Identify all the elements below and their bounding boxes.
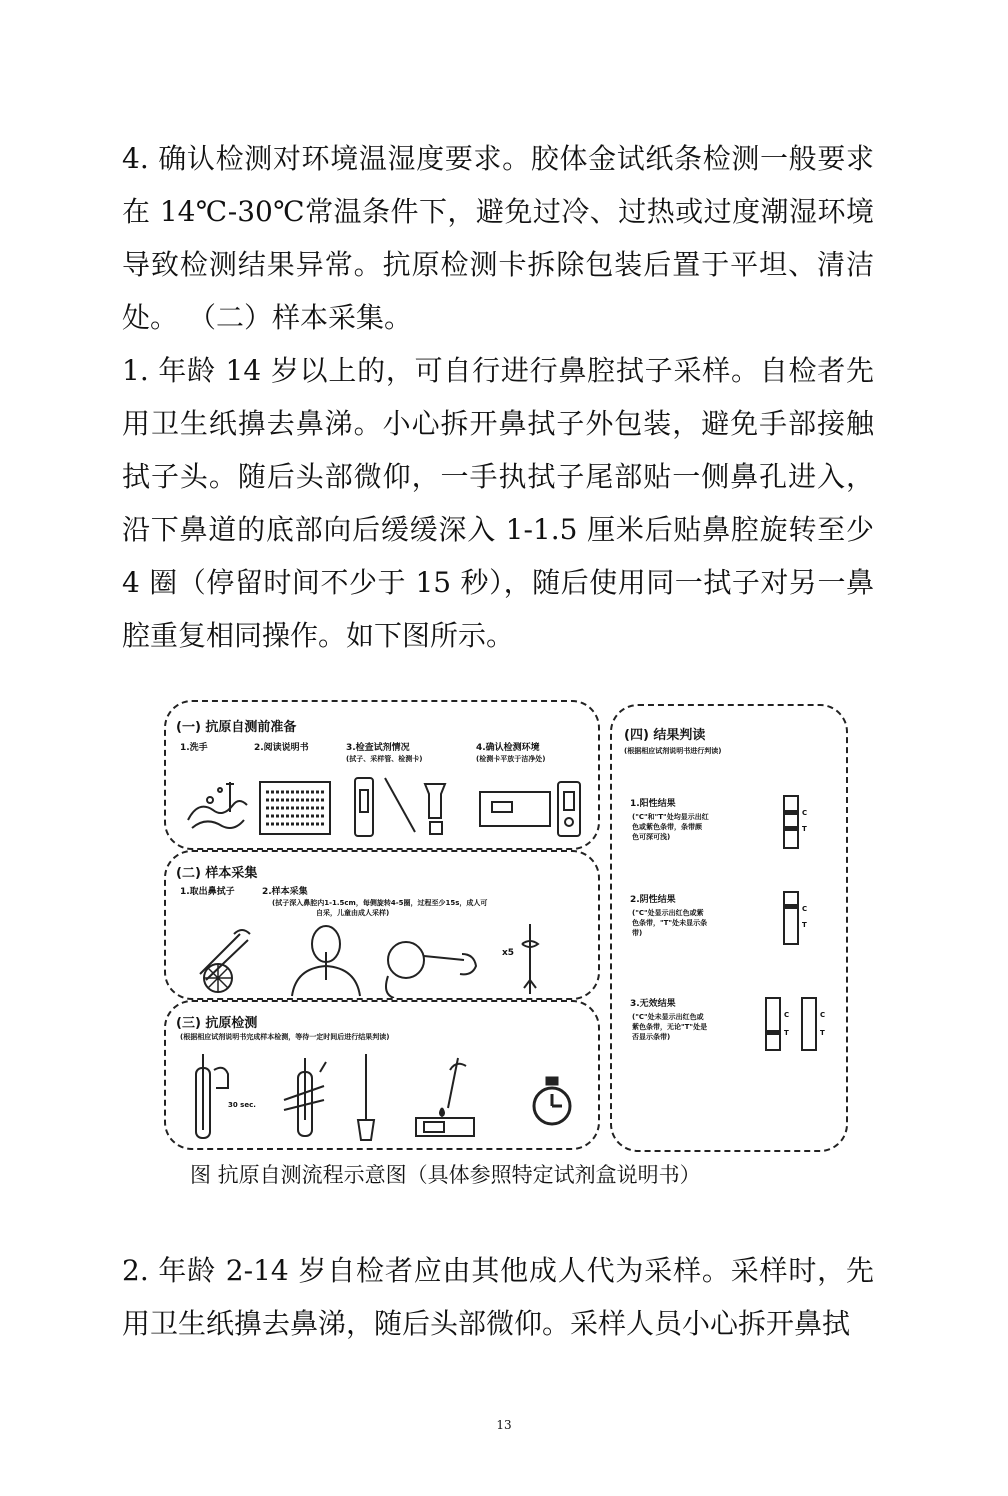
- reagent-kit-icon: [355, 778, 445, 836]
- figure-caption: 图 抗原自测流程示意图（具体参照特定试剂盒说明书）: [190, 1163, 701, 1187]
- repeat-count-label: x5: [502, 948, 515, 958]
- step-read-manual: 2.阅读说明书: [254, 743, 309, 753]
- step-check-reagents: 3.检查试剂情况: [346, 743, 410, 753]
- preparation-illustrations: [180, 770, 590, 844]
- detection-illustrations: [180, 1050, 590, 1146]
- swab-rotate-icon: [522, 924, 538, 994]
- paragraph-child-sampling: 2. 年龄 2-14 岁自检者应由其他成人代为采样。采样时，先用卫生纸擤去鼻涕，随后头部微仰。采样人员小心拆开鼻拭: [122, 1254, 874, 1340]
- negative-label-c: C: [802, 905, 808, 913]
- positive-label-t: T: [802, 825, 807, 833]
- positive-desc-line2: 色或紫色条带，条带颜: [632, 823, 702, 831]
- paragraph-self-sampling: 1. 年龄 14 岁以上的，可自行进行鼻腔拭子采样。自检者先用卫生纸擤去鼻涕。小心拆开鼻拭子外包装，避免手部接触拭子头。随后头部微仰，一手执拭子尾部贴一侧鼻孔进入，沿下鼻道的底部向后缓缓深入 1-1.5 厘米后贴鼻腔旋转至少 4 圈（停留时间不少于 15 秒），随后使用同一拭子对另一鼻腔重复相同操作。如下图所示。: [122, 354, 874, 652]
- swab-package-icon: [200, 930, 250, 992]
- step-collect-sample: 2.样本采集: [262, 887, 308, 897]
- step-confirm-environment: 4.确认检测环境: [476, 743, 540, 753]
- panel-antigen-detection: [164, 1000, 600, 1150]
- panel-sample-collection: [164, 850, 600, 1000]
- negative-desc-line3: 带): [632, 929, 643, 937]
- drip-tube-icon: [358, 1054, 374, 1140]
- test-card-environment-icon: [480, 782, 580, 836]
- negative-result-title: 2.阴性结果: [630, 895, 676, 905]
- sample-note-line1: (拭子深入鼻腔内1-1.5cm，每侧旋转4-5圈，过程至少15s，成人可: [272, 899, 488, 907]
- panel-preparation: [164, 700, 600, 850]
- positive-desc-line1: ("C"和"T"处均显示出红: [632, 813, 709, 821]
- panel-preparation-title: (一) 抗原自测前准备: [176, 720, 297, 735]
- page-number: 13: [496, 1418, 512, 1432]
- sample-note-line2: 自采，儿童由成人采样): [316, 909, 390, 917]
- invalid-label-t-1: T: [784, 1029, 789, 1037]
- child-swab-icon: [386, 942, 476, 998]
- panel-result-reading: [610, 704, 848, 1152]
- person-swabbing-icon: [292, 926, 360, 996]
- positive-label-c: C: [802, 809, 808, 817]
- hands-washing-icon: [188, 782, 247, 828]
- positive-result-title: 1.阳性结果: [630, 799, 676, 809]
- invalid-desc-line2: 紫色条带，无论"T"处是: [632, 1023, 708, 1031]
- detection-note: (根据相应试剂说明书完成样本检测，等待一定时间后进行结果判读): [180, 1033, 390, 1041]
- tube-mixing-icon: [196, 1054, 228, 1138]
- negative-desc-line1: ("C"处显示出红色或紫: [632, 909, 704, 917]
- stopwatch-icon: [534, 1078, 570, 1124]
- step-check-reagents-note: (拭子、采样管、检测卡): [346, 755, 423, 763]
- paragraph-env-requirement: 4. 确认检测对环境温湿度要求。胶体金试纸条检测一般要求在 14℃-30℃常温条件下，避免过冷、过热或过度潮湿环境导致检测结果异常。抗原检测卡拆除包装后置于平坦、清洁处。: [122, 142, 874, 334]
- sample-collection-illustrations: [180, 920, 590, 998]
- squeeze-tube-icon: [284, 1058, 326, 1136]
- step-confirm-environment-note: (检测卡平放于洁净处): [476, 755, 546, 763]
- step-wash-hands: 1.洗手: [180, 743, 208, 753]
- negative-desc-line2: 色条带，"T"处未显示条: [632, 919, 708, 927]
- invalid-result-title: 3.无效结果: [630, 999, 676, 1009]
- panel-antigen-detection-title: (三) 抗原检测: [176, 1016, 258, 1031]
- test-card-drop-icon: [416, 1058, 474, 1136]
- panel-sample-collection-title: (二) 样本采集: [176, 866, 258, 881]
- invalid-desc-line1: ("C"处未显示出红色或: [632, 1013, 704, 1021]
- invalid-label-c-2: C: [820, 1011, 826, 1019]
- negative-label-t: T: [802, 921, 807, 929]
- step-take-swab: 1.取出鼻拭子: [180, 887, 235, 897]
- result-reading-note: (根据相应试剂说明书进行判读): [624, 747, 722, 755]
- invalid-label-t-2: T: [820, 1029, 825, 1037]
- timer-30-sec-label: 30 sec.: [228, 1101, 256, 1109]
- invalid-strips-icon: [762, 996, 842, 1052]
- panel-result-reading-title: (四) 结果判读: [624, 728, 706, 743]
- invalid-desc-line3: 否显示条带): [632, 1033, 671, 1041]
- negative-strip-icon: [780, 890, 820, 946]
- invalid-label-c-1: C: [784, 1011, 790, 1019]
- positive-desc-line3: 色可深可浅): [632, 833, 671, 841]
- antigen-test-flow-figure: [162, 690, 852, 1158]
- manual-icon: [260, 782, 330, 834]
- positive-strip-icon: [780, 794, 820, 850]
- section-heading-sample-collection: （二）样本采集。: [188, 301, 413, 334]
